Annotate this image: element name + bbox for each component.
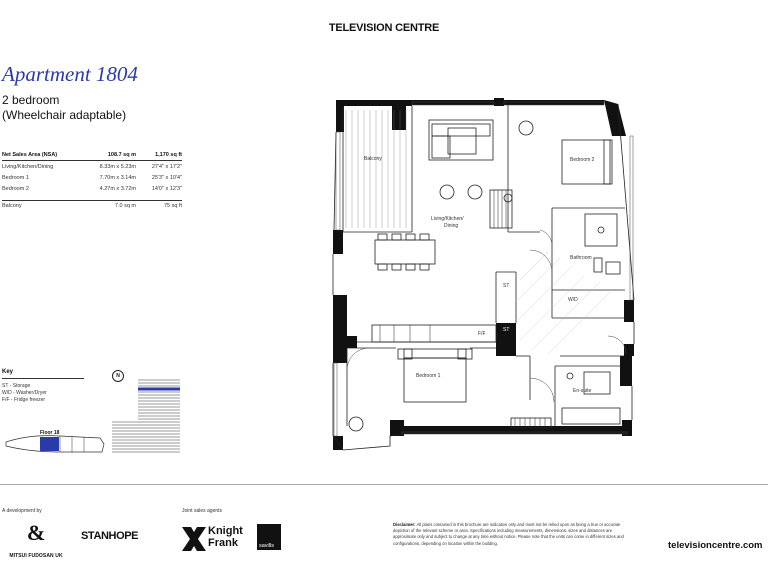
label-bathroom: Bathroom [570, 255, 592, 261]
floor-plan [333, 98, 634, 450]
floor-label: Floor 18 [40, 430, 60, 436]
room-imperial: 27'4" x 17'2" [151, 163, 182, 170]
room-name: Living/Kitchen/Dining [2, 163, 54, 170]
room-name: Bedroom 2 [2, 185, 29, 192]
key-item-fridge-freezer: F/F - Fridge freezer [2, 397, 46, 403]
room-imperial: 75 sq ft [163, 203, 182, 209]
website-link[interactable]: televisioncentre.com [668, 540, 763, 551]
agents-label: Joint sales agents [182, 508, 223, 514]
area-header-label: Net Sales Area (NSA) [2, 152, 58, 158]
label-wd: W/D [568, 297, 578, 303]
label-ff: F/F [478, 331, 486, 337]
label-st-2: ST [503, 327, 510, 333]
label-balcony: Balcony [364, 156, 382, 162]
disclaimer [393, 522, 636, 547]
stanhope-logo: STANHOPE [81, 530, 139, 542]
room-name: Balcony [2, 203, 22, 209]
kf-line-2: Frank [208, 537, 238, 549]
label-ensuite: En-suite [573, 388, 592, 394]
room-name: Bedroom 1 [2, 174, 29, 181]
developer-label: A development by [2, 508, 42, 514]
key-title: Key [2, 369, 84, 379]
room-imperial: 14'0" x 12'3" [151, 185, 182, 192]
brand-logo-top: TELEVISION CENTRE [328, 22, 440, 34]
floor-plate-diagram [6, 436, 104, 452]
wheelchair-note: (Wheelchair adaptable) [2, 108, 127, 122]
bedroom-count: 2 bedroom [2, 93, 60, 107]
room-imperial: 25'3" x 10'4" [151, 174, 182, 181]
knight-frank-text [208, 525, 243, 549]
footer-divider [0, 484, 768, 485]
room-metric: 4.27m x 3.72m [99, 185, 136, 192]
label-bedroom-1: Bedroom 1 [416, 373, 441, 379]
north-arrow-icon: N [112, 370, 124, 382]
apartment-title: Apartment 1804 [2, 62, 138, 86]
current-floor-highlight [138, 388, 180, 391]
room-metric: 7.0 sq m [114, 203, 136, 209]
knight-frank-mark-icon [182, 527, 206, 551]
area-header-sqm: 108.7 sq m [107, 152, 136, 158]
kf-line-1: Knight [208, 525, 243, 537]
knight-frank-logo [182, 525, 252, 553]
room-metric: 8.33m x 5.23m [99, 163, 136, 170]
label-living: Living/Kitchen/ [431, 216, 464, 222]
savills-logo-text: savills [259, 543, 274, 549]
key-item-storage: ST - Storage [2, 383, 31, 389]
building-elevation-diagram [112, 380, 180, 452]
label-living-2: Dining [444, 223, 459, 229]
label-bedroom-2: Bedroom 2 [570, 157, 595, 163]
mitsui-logo-text: MITSUI FUDOSAN UK [9, 553, 63, 559]
label-st-1: ST [503, 283, 510, 289]
mitsui-fudosan-logo: & MITSUI FUDOSAN UK [9, 520, 63, 559]
room-metric: 7.70m x 3.14m [99, 174, 136, 181]
disclaimer-text: All plans contained in this brochure are indicative only and must not be relied upon as being a true or accurate depiction of the relevant scheme or area. Specifications including measurements, dimensions, sizes and distances are approximate only and subject to change at any time without notice. Please note that the units can come in different sizes and configurations, depending on location within the building. [393, 522, 624, 546]
area-header-sqft: 1,170 sq ft [155, 152, 182, 158]
key-item-washer-dryer: W/D - Washer/Dryer [2, 390, 47, 396]
disclaimer-title: Disclaimer: [393, 522, 416, 527]
savills-logo [257, 524, 281, 550]
